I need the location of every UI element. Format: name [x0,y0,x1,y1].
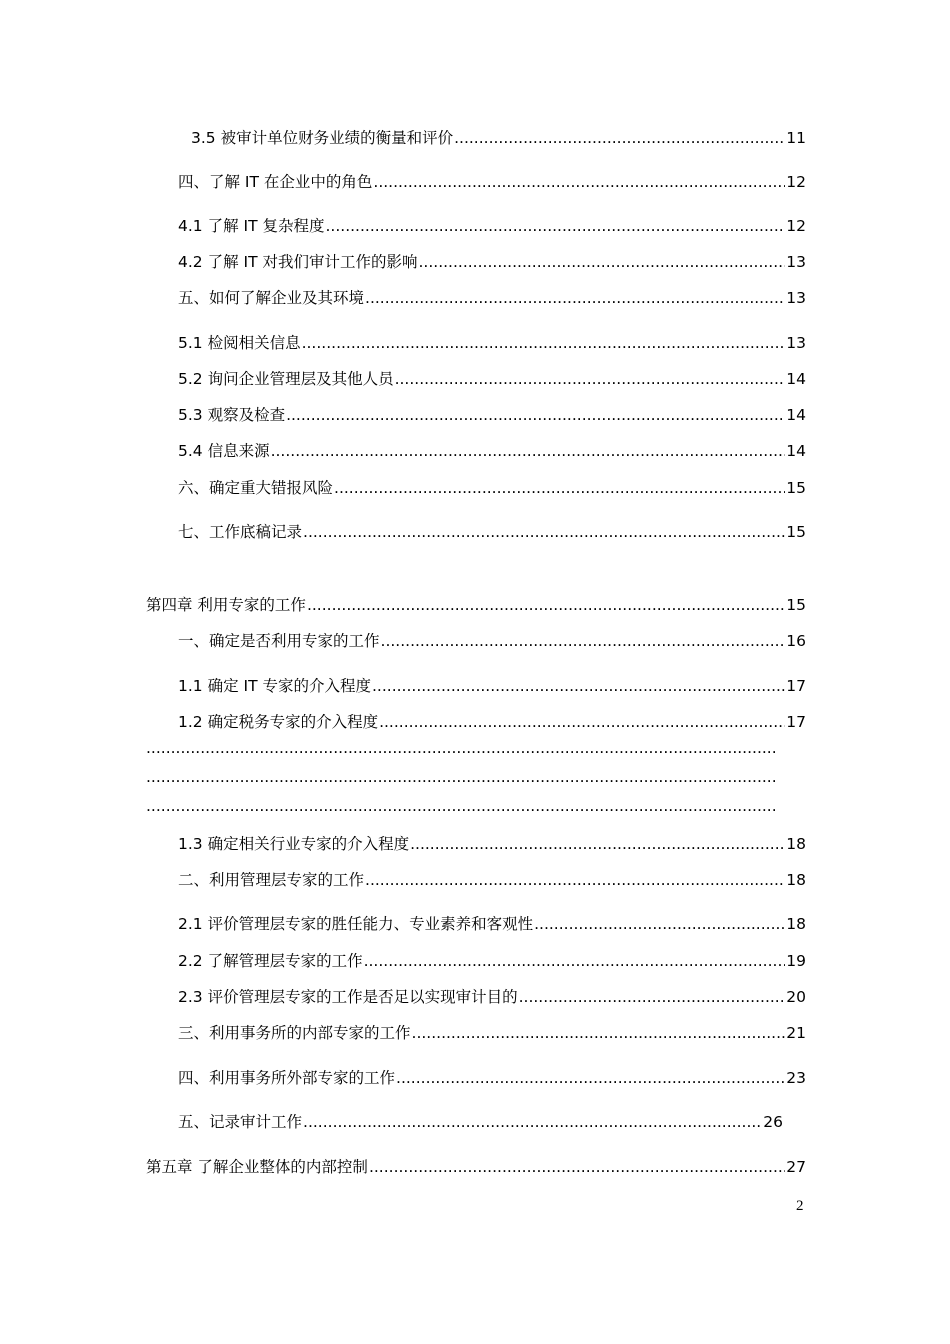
toc-entry-text: 第五章 了解企业整体的内部控制 [146,1158,368,1176]
toc-line [178,282,806,308]
toc-entry-text: 七、工作底稿记录 [178,523,303,541]
dot-leader [364,951,786,971]
toc-page-number: 12 [786,173,806,191]
toc-line [178,864,806,890]
dot-leader [334,478,785,498]
toc-page-number: 11 [786,129,806,147]
dot-leader [365,288,785,308]
dot-leader [302,333,786,353]
dot-leader [303,1112,762,1132]
toc-entry-text: 二、利用管理层专家的工作 [178,871,365,889]
toc-line [178,706,806,732]
toc-line [178,435,806,461]
dot-leader [146,796,778,816]
dot-leader [418,252,785,272]
toc-line [178,210,806,236]
toc-page-number: 20 [786,988,806,1006]
toc-entry-text: 5.4 信息来源 [178,442,270,460]
dot-leader [519,987,786,1007]
toc-page-number: 15 [786,479,806,497]
toc-page-number: 18 [786,915,806,933]
toc-entry-text: 5.3 观察及检查 [178,406,286,424]
toc-entry-text: 四、利用事务所外部专家的工作 [178,1069,396,1087]
toc-page-number: 14 [786,442,806,460]
dot-leader [372,676,785,696]
toc-entry-text: 一、确定是否利用专家的工作 [178,632,380,650]
toc-page-number: 14 [786,370,806,388]
dot-leader [373,172,785,192]
toc-page-number: 15 [786,523,806,541]
toc-line [178,327,806,353]
toc-line [178,945,806,971]
toc-entry-text: 第四章 利用专家的工作 [146,596,306,614]
toc-page-number: 12 [786,217,806,235]
toc-line [178,246,806,272]
toc-page-number: 27 [786,1158,806,1176]
toc-page-number: 17 [786,713,806,731]
toc-entry-text: 2.2 了解管理层专家的工作 [178,952,363,970]
dot-leader [454,128,785,148]
toc-page-number: 13 [786,289,806,307]
dot-leader [396,1068,785,1088]
toc-line [178,1062,806,1088]
toc-page-number: 14 [786,406,806,424]
toc-line [178,472,806,498]
toc-line [178,399,806,425]
dot-leader [410,834,785,854]
dot-leader [395,369,786,389]
toc-entry-text: 1.1 确定 IT 专家的介入程度 [178,677,371,695]
page-number: 2 [796,1198,804,1214]
toc-entry-text: 5.1 检阅相关信息 [178,334,301,352]
dot-leader [271,441,786,461]
toc-line [178,516,806,542]
toc-line [178,166,806,192]
toc-entry-text: 3.5 被审计单位财务业绩的衡量和评价 [191,129,454,147]
toc-line [146,589,806,615]
toc-entry-text: 六、确定重大错报风险 [178,479,334,497]
toc-line [178,1017,806,1043]
dot-leader [369,1157,785,1177]
toc-page-number: 21 [786,1024,806,1042]
toc-page-number: 13 [786,253,806,271]
dot-leader [325,216,785,236]
toc-entry-text: 5.2 询问企业管理层及其他人员 [178,370,394,388]
toc-page-number: 18 [786,871,806,889]
toc-page-number: 18 [786,835,806,853]
dot-leader [307,595,785,615]
toc-line [178,981,806,1007]
dot-leader [146,738,778,758]
toc-page-number: 13 [786,334,806,352]
toc-entry-text: 2.1 评价管理层专家的胜任能力、专业素养和客观性 [178,915,534,933]
toc-entry-text: 1.3 确定相关行业专家的介入程度 [178,835,410,853]
toc-entry-text: 三、利用事务所的内部专家的工作 [178,1024,411,1042]
dot-leader [381,631,786,651]
toc-entry-text: 四、了解 IT 在企业中的角色 [178,173,373,191]
toc-entry-text: 五、如何了解企业及其环境 [178,289,365,307]
dot-leader [303,522,785,542]
toc-page-number: 19 [786,952,806,970]
dot-leader [534,914,785,934]
toc-entry-text: 4.2 了解 IT 对我们审计工作的影响 [178,253,418,271]
toc-line [178,363,806,389]
toc-line [178,828,806,854]
toc-page-number: 17 [786,677,806,695]
dot-leader [379,712,785,732]
toc-page-number: 15 [786,596,806,614]
toc-entry-text: 2.3 评价管理层专家的工作是否足以实现审计目的 [178,988,518,1006]
toc-page-number: 23 [786,1069,806,1087]
toc-line [178,625,806,651]
dot-leader [412,1023,786,1043]
dot-leader [286,405,785,425]
toc-entry-text: 五、记录审计工作 [178,1113,303,1131]
toc-line [146,1151,806,1177]
toc-entry-text: 4.1 了解 IT 复杂程度 [178,217,325,235]
toc-line [178,670,806,696]
toc-line [178,1106,783,1132]
toc-line [191,122,806,148]
dot-leader [365,870,785,890]
toc-line [178,908,806,934]
toc-entry-text: 1.2 确定税务专家的介入程度 [178,713,379,731]
toc-page-number: 26 [763,1113,783,1131]
toc-page-number: 16 [786,632,806,650]
dot-leader [146,767,778,787]
